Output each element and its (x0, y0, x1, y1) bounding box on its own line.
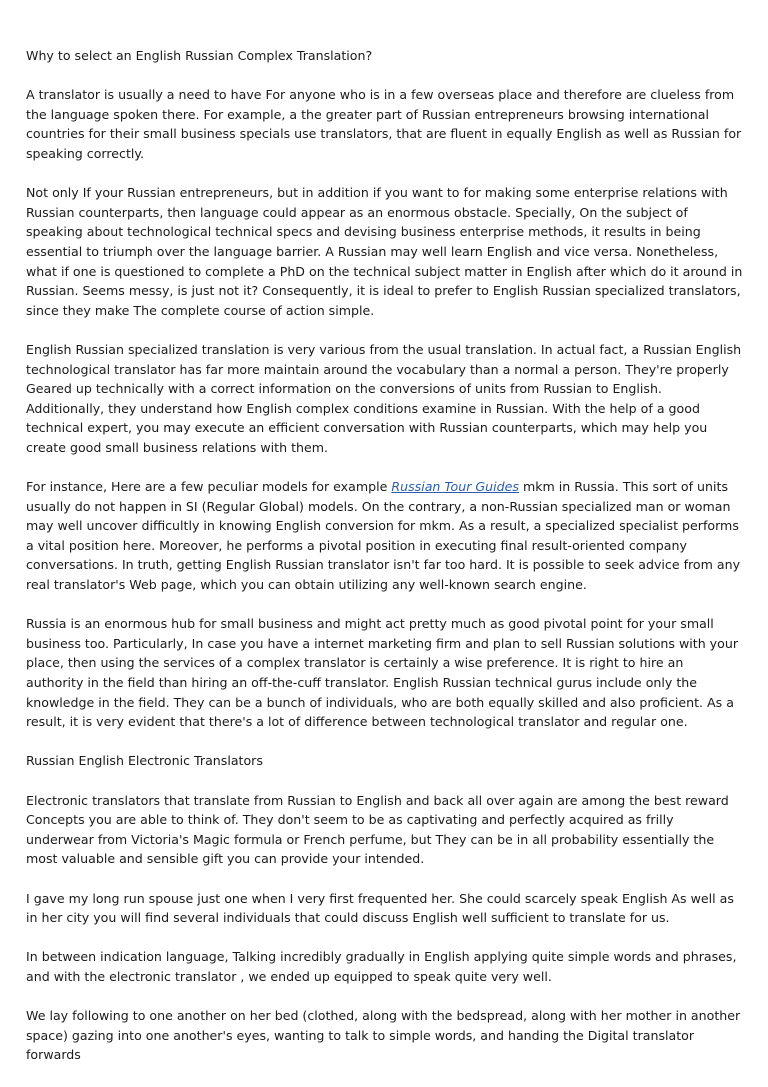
paragraph-4-text-after: mkm in Russia. This sort of units usually do not happen in SI (Regular Global) models. On the contrary, a non-Russian specialized man or woman may well uncover difficultly in knowing English conversion for mkm. As a result, a specialized specialist performs a vital position here. Moreover, he performs a pivotal position in executing final result-oriented company conversations. In truth, getting English Russian translator isn't far too hard. It is possible to seek advice from any real translator's Web page, which you can obtain utilizing any well-known search engine. (26, 479, 741, 593)
paragraph-5: Russia is an enormous hub for small business and might act pretty much as good pivotal point for your small business too. Particularly, In case you have a internet marketing firm and plan to sell Russian solutions with your place, then using the services of a complex translator is certainly a wise preference. It is right to hire an authority in the field than hiring an off-the-cuff translator. English Russian technical gurus include only the knowledge in the field. They can be a bunch of individuals, who are both equally skilled and also proficient. As a result, it is very evident that there's a lot of difference between technological translator and regular one. (26, 616, 739, 730)
paragraph-2: Not only If your Russian entrepreneurs, but in addition if you want to for making some enterprise relations with Russian counterparts, then language could appear as an enormous obstacle. Specially, On the subject of speaking about technological technical specs and devising business enterprise methods, it results in being essential to triumph over the language barrier. A Russian may well learn English and vice versa. Nonetheless, what if one is questioned to complete a PhD on the technical subject matter in English after which do it around in Russian. Seems messy, is just not it? Consequently, it is ideal to prefer to English Russian specialized translators, since they make The complete course of action simple. (26, 185, 743, 318)
paragraph-3: English Russian specialized translation is very various from the usual translation. In actual fact, a Russian English technological translator has far more maintain around the vocabulary than a normal a person. They're properly Geared up technically with a correct information on the conversions of units from Russian to English. Additionally, they understand how English complex conditions examine in Russian. With the help of a good technical expert, you may execute an efficient conversation with Russian counterparts, which may help you create good small business relations with them. (26, 341, 742, 455)
document-title: Why to select an English Russian Complex Translation? (26, 48, 373, 63)
russian-tour-guides-link[interactable]: Russian Tour Guides (391, 479, 519, 495)
document-page (26, 46, 744, 1065)
paragraph-6: Electronic translators that translate from Russian to English and back all over again are among the best reward Concepts you are able to think of. They don't seem to be as captivating and perfectly acquired as frilly underwear from Victoria's Magic formula or French perfume, but They can be in all probability essentially the most valuable and sensible gift you can provide your intended. (26, 792, 729, 867)
paragraph-7: I gave my long run spouse just one when I very first frequented her. She could scarcely speak English As well as in her city you will find several individuals that could discuss English well sufficient to translate for us. (26, 890, 734, 926)
paragraph-1: A translator is usually a need to have For anyone who is in a few overseas place and therefore are clueless from the language spoken there. For example, a the greater part of Russian entrepreneurs browsing international countries for their small business specials use translators, that are fluent in equally English as well as Russian for speaking correctly. (26, 87, 742, 161)
paragraph-4-text-before: For instance, Here are a few peculiar models for example (26, 479, 392, 495)
paragraph-9: We lay following to one another on her bed (clothed, along with the bedspread, along with her mother in another space) gazing into one another's eyes, wanting to talk to simple words, and handing the Digital translator forwards (26, 1008, 741, 1063)
section-subheading: Russian English Electronic Translators (26, 753, 263, 769)
paragraph-8: In between indication language, Talking incredibly gradually in English applying quite simple words and phrases, and with the electronic translator , we ended up equipped to speak quite very well. (26, 949, 737, 984)
paragraph-4 (26, 477, 744, 595)
